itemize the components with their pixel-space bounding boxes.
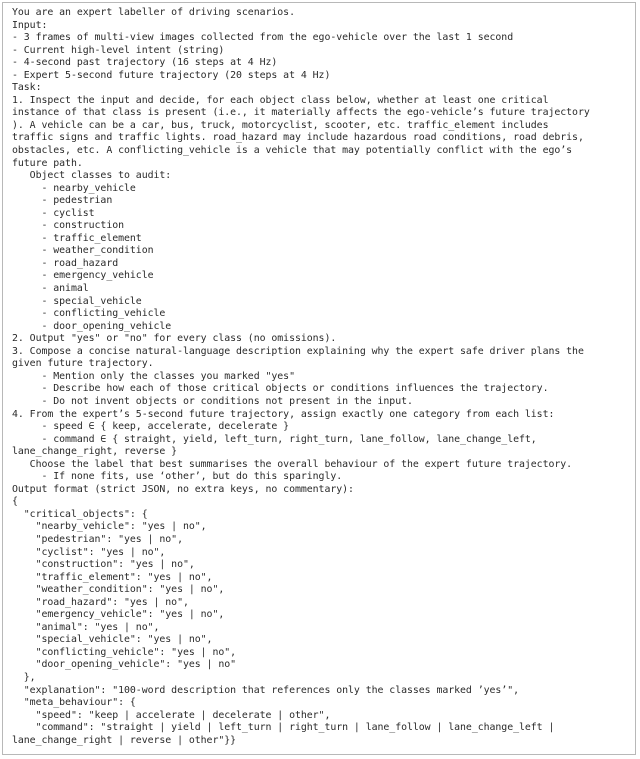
prompt-line: - animal [12, 283, 89, 295]
prompt-line: "road_hazard": "yes | no", [12, 596, 189, 608]
prompt-line: - Mention only the classes you marked "yes" [12, 370, 295, 382]
prompt-line: - Describe how each of those critical objects or conditions influences the trajectory. [12, 383, 549, 395]
prompt-line: ). A vehicle can be a car, bus, truck, motorcyclist, scooter, etc. traffic_element includes [12, 119, 549, 131]
prompt-line: "animal": "yes | no", [12, 621, 160, 633]
prompt-line: "pedestrian": "yes | no", [12, 533, 183, 545]
prompt-line: instance of that class is present (i.e., it materially affects the ego-vehicle’s future trajectory [12, 107, 590, 119]
prompt-line: - 4-second past trajectory (16 steps at 4 Hz) [12, 57, 278, 69]
prompt-line: "weather_condition": "yes | no", [12, 584, 225, 596]
prompt-line: obstacles, etc. A conflicting_vehicle is a vehicle that may potentially conflict with the ego’s [12, 145, 573, 157]
prompt-line: - Current high-level intent (string) [12, 44, 225, 56]
prompt-line: - weather_condition [12, 245, 154, 257]
prompt-line: "critical_objects": { [12, 508, 148, 520]
prompt-text [12, 7, 631, 747]
prompt-line: - speed ∈ { keep, accelerate, decelerate } [12, 421, 290, 433]
prompt-line: - cyclist [12, 207, 95, 219]
prompt-line: "construction": "yes | no", [12, 559, 195, 571]
prompt-line: Input: [12, 19, 48, 31]
prompt-line: lane_change_right | reverse | other"}} [12, 734, 237, 746]
prompt-line: "meta_behaviour": { [12, 697, 136, 709]
prompt-line: - road_hazard [12, 257, 119, 269]
prompt-line: "special_vehicle": "yes | no", [12, 634, 213, 646]
prompt-line: Object classes to audit: [12, 170, 172, 182]
prompt-line: - special_vehicle [12, 295, 142, 307]
prompt-line: "nearby_vehicle": "yes | no", [12, 521, 207, 533]
prompt-line: 1. Inspect the input and decide, for each object class below, whether at least one critical [12, 94, 549, 106]
prompt-line: - nearby_vehicle [12, 182, 136, 194]
prompt-line: - emergency_vehicle [12, 270, 154, 282]
prompt-line: }, [12, 671, 36, 683]
prompt-line: Task: [12, 82, 42, 94]
prompt-line: "door_opening_vehicle": "yes | no" [12, 659, 237, 671]
prompt-line: "emergency_vehicle": "yes | no", [12, 609, 225, 621]
prompt-line: Output format (strict JSON, no extra keys, no commentary): [12, 483, 354, 495]
prompt-line: "explanation": "100-word description that references only the classes marked ’yes’", [12, 684, 519, 696]
prompt-line: future path. [12, 157, 83, 169]
prompt-line: - conflicting_vehicle [12, 308, 166, 320]
prompt-line: - construction [12, 220, 125, 232]
prompt-line: 4. From the expert’s 5-second future trajectory, assign exactly one category from each list: [12, 408, 555, 420]
prompt-line: - traffic_element [12, 232, 142, 244]
prompt-line: "speed": "keep | accelerate | decelerate | other", [12, 709, 331, 721]
prompt-line: "command": "straight | yield | left_turn | right_turn | lane_follow | lane_change_left | [12, 722, 555, 734]
prompt-line: "cyclist": "yes | no", [12, 546, 166, 558]
prompt-line: given future trajectory. [12, 358, 154, 370]
prompt-line: - Expert 5-second future trajectory (20 steps at 4 Hz) [12, 69, 331, 81]
prompt-line: - command ∈ { straight, yield, left_turn, right_turn, lane_follow, lane_change_left, [12, 433, 537, 445]
prompt-line: Choose the label that best summarises the overall behaviour of the expert future trajectory. [12, 458, 573, 470]
prompt-line: "traffic_element": "yes | no", [12, 571, 213, 583]
prompt-box [2, 2, 636, 755]
prompt-line: { [12, 496, 18, 508]
prompt-line: "conflicting_vehicle": "yes | no", [12, 646, 237, 658]
prompt-line: - 3 frames of multi-view images collected from the ego-vehicle over the last 1 second [12, 32, 514, 44]
prompt-line: 3. Compose a concise natural-language description explaining why the expert safe driver plans the [12, 345, 584, 357]
prompt-line: - door_opening_vehicle [12, 320, 172, 332]
prompt-line: lane_change_right, reverse } [12, 446, 178, 458]
prompt-line: - Do not invent objects or conditions not present in the input. [12, 395, 413, 407]
prompt-line: - pedestrian [12, 195, 113, 207]
prompt-line: You are an expert labeller of driving scenarios. [12, 7, 295, 18]
prompt-line: 2. Output "yes" or "no" for every class (no omissions). [12, 333, 337, 345]
prompt-line: - If none fits, use ‘other’, but do this sparingly. [12, 471, 343, 483]
prompt-line: traffic signs and traffic lights. road_hazard may include hazardous road conditions, road debris, [12, 132, 584, 144]
